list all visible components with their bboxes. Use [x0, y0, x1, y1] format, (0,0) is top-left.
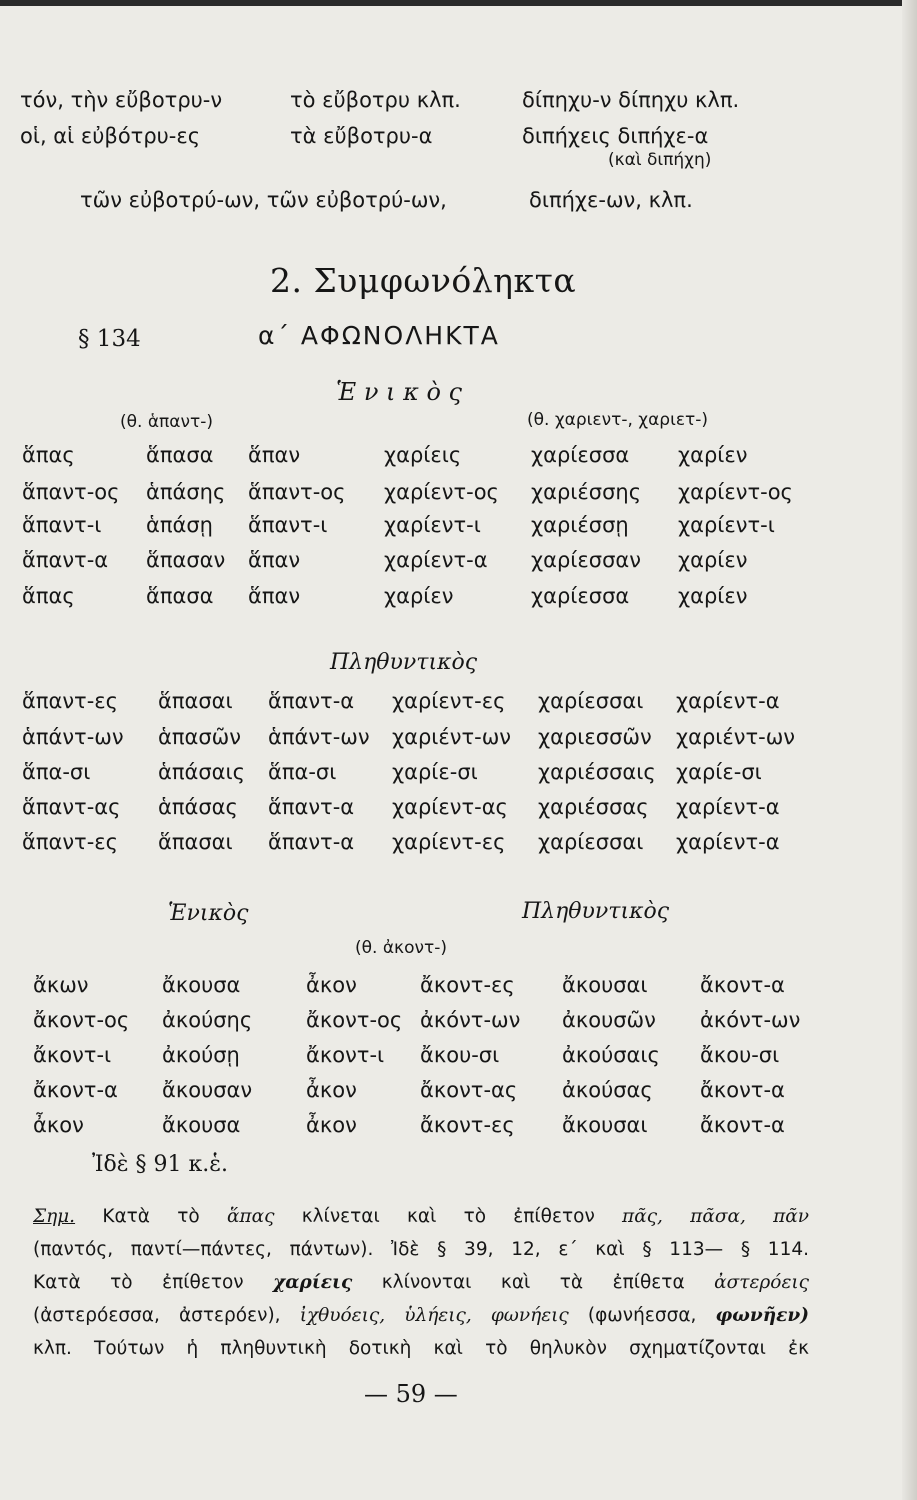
note-line: [33, 1233, 809, 1266]
note-text: κλίνεται καὶ τὸ ἐπίθετον: [301, 1206, 595, 1227]
table-cell: ἆκον: [306, 973, 357, 997]
plural-heading: Πληθυντικὸς: [330, 650, 478, 675]
table-cell: ἀκόντ-ων: [700, 1008, 801, 1032]
table-cell: ἅπαντ-ι: [248, 513, 328, 537]
note-text: κλίνονται καὶ τὰ ἐπίθετα: [381, 1272, 685, 1293]
table-cell: ἅπαντ-ι: [22, 513, 102, 537]
table-cell: ἄκοντ-α: [700, 1113, 785, 1137]
table-row: [0, 1045, 917, 1075]
table-cell: ἅπασαι: [158, 689, 233, 713]
table-cell: ἀκόντ-ων: [420, 1008, 521, 1032]
table-cell: ἅπασαι: [158, 830, 233, 854]
table-cell: χαριέντ-ων: [392, 725, 512, 749]
table-cell: ἅπασα: [146, 584, 214, 608]
table-cell: χαρίεντ-ας: [392, 795, 508, 819]
table-cell: ἅπαν: [248, 548, 301, 572]
table-cell: ἄκου-σι: [700, 1043, 780, 1067]
table-cell: ἄκοντ-ι: [33, 1043, 112, 1067]
top-row2-col2: τὰ εὔβοτρυ-α: [290, 124, 433, 148]
table-row: [0, 1010, 917, 1040]
note-text: Κατὰ τὸ ἐπίθετον: [33, 1272, 244, 1293]
table-cell: ἅπασα: [146, 443, 214, 467]
table-cell: χαρίεν: [678, 584, 748, 608]
table-cell: ἀκουσῶν: [562, 1008, 656, 1032]
table-cell: ἄκουσαν: [162, 1078, 253, 1102]
table-cell: ἄκοντ-ος: [33, 1008, 130, 1032]
table-row: [0, 550, 917, 580]
table-cell: ἀκούσαις: [562, 1043, 660, 1067]
table-row: [0, 1080, 917, 1110]
table-cell: χαρίε-σι: [392, 760, 478, 784]
table-cell: ἅπα-σι: [22, 760, 91, 784]
table-row: [0, 797, 917, 827]
table-cell: ἄκου-σι: [420, 1043, 500, 1067]
table-cell: ἁπάντ-ων: [22, 725, 124, 749]
top-row2-col3: διπήχεις διπήχε-α: [522, 124, 709, 148]
note-text: (ἀστερόεσσα, ἀστερόεν),: [33, 1305, 281, 1326]
note-line: [33, 1266, 809, 1299]
table-cell: χαρίεις: [384, 443, 462, 467]
table-cell: χαρίεσσα: [531, 584, 630, 608]
table-cell: ἀκούσας: [562, 1078, 653, 1102]
table-row: [0, 762, 917, 792]
table-cell: ἄκουσα: [162, 973, 241, 997]
table-cell: ἅπαν: [248, 584, 301, 608]
table-cell: χαρίεντ-α: [384, 548, 488, 572]
section-title: 2. Συμφωνόληκτα: [270, 261, 577, 300]
table-cell: ἁπάντ-ων: [268, 725, 370, 749]
table-row: [0, 832, 917, 862]
note-term: ἀστερόεις: [714, 1272, 809, 1293]
table-cell: ἅπαντ-α: [22, 548, 109, 572]
table-cell: χαριέσσαις: [538, 760, 656, 784]
table-cell: χαρίεσσα: [531, 443, 630, 467]
table-cell: ἁπάσης: [146, 480, 226, 504]
note-text: κλπ. Τούτων ἡ πληθυντικὴ δοτικὴ καὶ τὸ θηλυκὸν σχηματίζονται ἐκ: [33, 1338, 809, 1359]
page-number: — 59 —: [364, 1380, 458, 1408]
table-cell: χαρίεν: [678, 443, 748, 467]
note-text: (παντός, παντί—πάντες, πάντων). Ἰδὲ § 39, 12, ε΄ καὶ § 113— § 114.: [33, 1239, 809, 1260]
table-cell: χαρίεσσαι: [538, 830, 644, 854]
note-label: Σημ.: [33, 1206, 76, 1227]
note-term: ἅπας: [226, 1206, 275, 1227]
table-cell: ἄκουσαι: [562, 973, 648, 997]
table-cell: ἅπαντ-ος: [22, 480, 120, 504]
table-cell: ἅπαντ-α: [268, 795, 355, 819]
stem-left: (θ. ἁπαντ-): [120, 412, 213, 432]
table-cell: χαρίεν: [384, 584, 454, 608]
table-cell: ἄκοντ-α: [700, 973, 785, 997]
table-cell: χαρίεσσαι: [538, 689, 644, 713]
subsection-title: α΄ ΑΦΩΝΟΛΗΚΤΑ: [258, 321, 500, 350]
table-cell: ἅπαντ-α: [268, 689, 355, 713]
table-cell: ἄκοντ-ες: [420, 973, 515, 997]
table-cell: ἆκον: [33, 1113, 84, 1137]
akon-stem: (θ. ἀκοντ-): [355, 938, 447, 958]
table-cell: χαρίε-σι: [676, 760, 762, 784]
table-cell: χαρίεσσαν: [531, 548, 641, 572]
top-row1-col1: τόν, τὴν εὔβοτρυ-ν: [20, 88, 223, 112]
table-cell: χαρίεντ-α: [676, 830, 780, 854]
scan-top-edge: [0, 0, 917, 6]
table-cell: ἄκοντ-α: [33, 1078, 118, 1102]
top-extra-note: (καὶ διπήχη): [608, 150, 712, 170]
table-cell: χαρίεντ-ος: [678, 480, 793, 504]
note-line: [33, 1332, 809, 1365]
note-text: Κατὰ τὸ: [102, 1206, 200, 1227]
table-cell: χαρίεντ-ες: [392, 830, 506, 854]
top-row3-right: διπήχε-ων, κλπ.: [529, 188, 693, 212]
table-cell: χαριεσσῶν: [538, 725, 652, 749]
table-cell: ἅπαν: [248, 443, 301, 467]
table-cell: ἀκούσῃ: [162, 1043, 240, 1067]
table-cell: ἅπας: [22, 443, 75, 467]
singular-heading: Ἑ ν ι κ ὸ ς: [336, 378, 462, 406]
table-cell: ἄκοντ-α: [700, 1078, 785, 1102]
table-cell: ἆκον: [306, 1113, 357, 1137]
section-number: § 134: [78, 326, 141, 352]
table-row: [0, 727, 917, 757]
note-paragraph: [33, 1200, 809, 1365]
note-term: φωνῆεν): [715, 1305, 809, 1326]
table-row: [0, 586, 917, 616]
table-cell: χαριέσσης: [531, 480, 642, 504]
table-row: [0, 515, 917, 545]
table-cell: ἄκουσα: [162, 1113, 241, 1137]
table-cell: ἄκουσαι: [562, 1113, 648, 1137]
note-term: χαρίεις: [273, 1272, 353, 1293]
table-cell: χαριέσσῃ: [531, 513, 629, 537]
table-cell: ἅπαντ-ες: [22, 830, 118, 854]
table-cell: ἅπαντ-α: [268, 830, 355, 854]
top-row1-col3: δίπηχυ-ν δίπηχυ κλπ.: [522, 88, 740, 112]
table-row: [0, 482, 917, 512]
table-cell: ἁπάσῃ: [146, 513, 213, 537]
see-reference: Ἰδὲ § 91 κ.ἑ.: [92, 1152, 229, 1177]
note-term: ἰχθυόεις, ὑλήεις, φωνήεις: [299, 1305, 569, 1326]
table-cell: ἅπασαν: [146, 548, 226, 572]
note-line: [33, 1200, 809, 1233]
table-cell: ἄκοντ-ος: [306, 1008, 403, 1032]
table-cell: ἅπαντ-ες: [22, 689, 118, 713]
table-cell: ἄκοντ-ας: [420, 1078, 518, 1102]
table-cell: ἄκοντ-ι: [306, 1043, 385, 1067]
table-cell: ἀκούσης: [162, 1008, 253, 1032]
table-cell: ἆκον: [306, 1078, 357, 1102]
top-row2-col1: οἱ, αἱ εὐβότρυ-ες: [20, 124, 201, 148]
table-cell: ἁπάσαις: [158, 760, 245, 784]
table-row: [0, 1115, 917, 1145]
note-line: [33, 1299, 809, 1332]
table-cell: χαριέσσας: [538, 795, 649, 819]
note-text: (φωνήεσσα,: [587, 1305, 697, 1326]
table-row: [0, 975, 917, 1005]
top-row1-col2: τὸ εὔβοτρυ κλπ.: [290, 88, 461, 112]
table-cell: χαρίεντ-α: [676, 795, 780, 819]
table-cell: χαρίεντ-ι: [384, 513, 481, 537]
table-row: [0, 445, 917, 475]
table-cell: χαρίεντ-ι: [678, 513, 775, 537]
table-cell: χαρίεντ-α: [676, 689, 780, 713]
table-cell: ἁπάσας: [158, 795, 238, 819]
table-cell: ἅπα-σι: [268, 760, 337, 784]
stem-right: (θ. χαριεντ-, χαριετ-): [527, 410, 709, 430]
table-cell: ἄκοντ-ες: [420, 1113, 515, 1137]
table-cell: ἅπας: [22, 584, 75, 608]
table-cell: χαριέντ-ων: [676, 725, 796, 749]
top-row3-left: τῶν εὐβοτρύ-ων, τῶν εὐβοτρύ-ων,: [80, 188, 447, 212]
table-row: [0, 691, 917, 721]
table-cell: ἄκων: [33, 973, 89, 997]
note-term: πᾶς, πᾶσα, πᾶν: [622, 1206, 809, 1227]
table-cell: χαρίεν: [678, 548, 748, 572]
table-cell: ἁπασῶν: [158, 725, 241, 749]
table-cell: ἅπαντ-ος: [248, 480, 346, 504]
table-cell: χαρίεντ-ες: [392, 689, 506, 713]
akon-plural-heading: Πληθυντικὸς: [522, 899, 670, 924]
table-cell: ἅπαντ-ας: [22, 795, 121, 819]
table-cell: χαρίεντ-ος: [384, 480, 499, 504]
akon-singular-heading: Ἑνικὸς: [168, 901, 249, 926]
